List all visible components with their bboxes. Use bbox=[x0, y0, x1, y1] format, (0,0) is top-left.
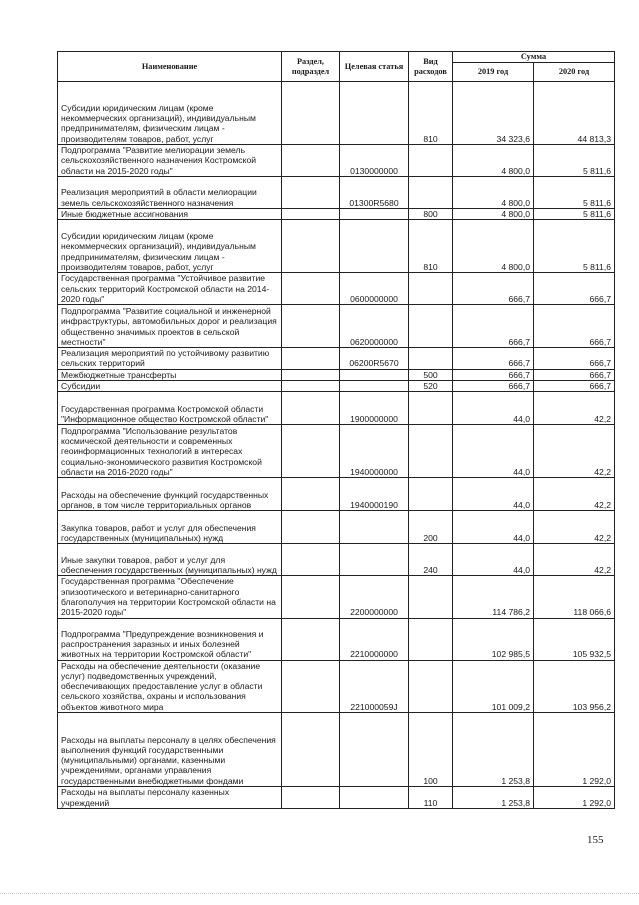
row-kind-cell: 810 bbox=[409, 220, 453, 273]
row-section-cell bbox=[282, 425, 340, 478]
row-sum-2019-cell: 1 253,8 bbox=[453, 787, 534, 809]
row-sum-2020-cell: 666,7 bbox=[534, 348, 615, 370]
row-target-cell: 221000059J bbox=[340, 660, 409, 712]
row-target-cell: 2200000000 bbox=[340, 576, 409, 618]
table-row bbox=[58, 348, 615, 370]
row-kind-cell: 100 bbox=[409, 713, 453, 787]
row-sum-2020-cell: 42,2 bbox=[534, 478, 615, 511]
table-row bbox=[58, 787, 615, 809]
row-target-cell: 1940000000 bbox=[340, 425, 409, 478]
row-target-cell bbox=[340, 381, 409, 392]
row-name-cell: Расходы на обеспечение деятельности (оказание услуг) подведомственных учреждений, обеспечивающих предоставление услуг в области сельского хозяйства, охраны и использования объектов животного мира bbox=[58, 660, 282, 712]
row-sum-2019-cell: 102 985,5 bbox=[453, 618, 534, 660]
row-sum-2020-cell: 666,7 bbox=[534, 381, 615, 392]
row-sum-2019-cell: 34 323,6 bbox=[453, 82, 534, 145]
table-row bbox=[58, 618, 615, 660]
row-sum-2020-cell: 44 813,3 bbox=[534, 82, 615, 145]
row-kind-cell: 240 bbox=[409, 544, 453, 576]
row-name-cell: Государственная программа Костромской области "Информационное общество Костромской области" bbox=[58, 392, 282, 425]
row-sum-2019-cell: 666,7 bbox=[453, 305, 534, 348]
row-kind-cell bbox=[409, 145, 453, 177]
row-section-cell bbox=[282, 576, 340, 618]
row-sum-2020-cell: 5 811,6 bbox=[534, 208, 615, 219]
table-row bbox=[58, 369, 615, 380]
row-sum-2020-cell: 105 932,5 bbox=[534, 618, 615, 660]
table-row bbox=[58, 478, 615, 511]
table-row bbox=[58, 176, 615, 208]
row-target-cell bbox=[340, 369, 409, 380]
row-sum-2019-cell: 114 786,2 bbox=[453, 576, 534, 618]
row-target-cell: 1900000000 bbox=[340, 392, 409, 425]
row-kind-cell bbox=[409, 176, 453, 208]
row-sum-2020-cell: 103 956,2 bbox=[534, 660, 615, 712]
row-section-cell bbox=[282, 176, 340, 208]
row-name-cell: Расходы на обеспечение функций государственных органов, в том числе территориальных органов bbox=[58, 478, 282, 511]
table-row bbox=[58, 220, 615, 273]
row-kind-cell bbox=[409, 576, 453, 618]
row-sum-2019-cell: 44,0 bbox=[453, 392, 534, 425]
row-sum-2019-cell: 666,7 bbox=[453, 381, 534, 392]
row-target-cell: 06200R5670 bbox=[340, 348, 409, 370]
row-target-cell bbox=[340, 713, 409, 787]
row-sum-2019-cell: 666,7 bbox=[453, 273, 534, 305]
row-section-cell bbox=[282, 82, 340, 145]
header-name: Наименование bbox=[58, 52, 282, 82]
row-section-cell bbox=[282, 273, 340, 305]
row-name-cell: Реализация мероприятий по устойчивому развитию сельских территорий bbox=[58, 348, 282, 370]
row-sum-2020-cell: 1 292,0 bbox=[534, 713, 615, 787]
row-name-cell: Расходы на выплаты персоналу казенных учреждений bbox=[58, 787, 282, 809]
row-target-cell: 0600000000 bbox=[340, 273, 409, 305]
table-row bbox=[58, 425, 615, 478]
header-year-2020: 2020 год bbox=[534, 63, 615, 82]
row-sum-2019-cell: 44,0 bbox=[453, 425, 534, 478]
row-sum-2020-cell: 42,2 bbox=[534, 425, 615, 478]
header-year-2019: 2019 год bbox=[453, 63, 534, 82]
row-kind-cell: 520 bbox=[409, 381, 453, 392]
row-kind-cell bbox=[409, 305, 453, 348]
row-target-cell: 2210000000 bbox=[340, 618, 409, 660]
row-kind-cell bbox=[409, 348, 453, 370]
row-kind-cell: 200 bbox=[409, 511, 453, 544]
table-row bbox=[58, 713, 615, 787]
table-body bbox=[58, 82, 615, 809]
row-section-cell bbox=[282, 381, 340, 392]
row-sum-2019-cell: 101 009,2 bbox=[453, 660, 534, 712]
budget-table bbox=[57, 51, 615, 809]
row-section-cell bbox=[282, 305, 340, 348]
header-sum: Сумма bbox=[453, 52, 615, 63]
row-target-cell bbox=[340, 220, 409, 273]
row-name-cell: Иные закупки товаров, работ и услуг для обеспечения государственных (муниципальных) нужд bbox=[58, 544, 282, 576]
row-name-cell: Подпрограмма "Развитие социальной и инженерной инфраструктуры, автомобильных дорог и реализация общественно значимых проектов в сельской местности" bbox=[58, 305, 282, 348]
row-kind-cell: 110 bbox=[409, 787, 453, 809]
row-section-cell bbox=[282, 511, 340, 544]
row-name-cell: Подпрограмма "Развитие мелиорации земель сельскохозяйственного назначения Костромской области на 2015-2020 годы" bbox=[58, 145, 282, 177]
row-target-cell bbox=[340, 544, 409, 576]
page-number: 155 bbox=[587, 834, 604, 846]
table-row bbox=[58, 305, 615, 348]
table-row bbox=[58, 392, 615, 425]
row-section-cell bbox=[282, 713, 340, 787]
row-name-cell: Межбюджетные трансферты bbox=[58, 369, 282, 380]
row-target-cell: 0130000000 bbox=[340, 145, 409, 177]
row-target-cell: 1940000190 bbox=[340, 478, 409, 511]
table-row bbox=[58, 145, 615, 177]
row-name-cell: Расходы на выплаты персоналу в целях обеспечения выполнения функций государственными (муниципальными) органами, казенными учреждениями, органами управления государственными внебюджетными фондами bbox=[58, 713, 282, 787]
row-sum-2020-cell: 666,7 bbox=[534, 273, 615, 305]
row-kind-cell: 800 bbox=[409, 208, 453, 219]
table-row bbox=[58, 660, 615, 712]
row-kind-cell bbox=[409, 425, 453, 478]
row-sum-2020-cell: 666,7 bbox=[534, 305, 615, 348]
row-sum-2020-cell: 42,2 bbox=[534, 544, 615, 576]
row-target-cell bbox=[340, 511, 409, 544]
row-sum-2019-cell: 44,0 bbox=[453, 478, 534, 511]
row-sum-2020-cell: 118 066,6 bbox=[534, 576, 615, 618]
row-section-cell bbox=[282, 208, 340, 219]
row-sum-2019-cell: 4 800,0 bbox=[453, 208, 534, 219]
row-sum-2019-cell: 4 800,0 bbox=[453, 176, 534, 208]
row-target-cell bbox=[340, 787, 409, 809]
row-kind-cell: 500 bbox=[409, 369, 453, 380]
row-sum-2019-cell: 1 253,8 bbox=[453, 713, 534, 787]
row-sum-2019-cell: 4 800,0 bbox=[453, 145, 534, 177]
header-target: Целевая статья bbox=[340, 52, 409, 82]
row-sum-2020-cell: 5 811,6 bbox=[534, 176, 615, 208]
row-kind-cell: 810 bbox=[409, 82, 453, 145]
table-header bbox=[58, 52, 615, 82]
row-sum-2019-cell: 666,7 bbox=[453, 348, 534, 370]
row-kind-cell bbox=[409, 478, 453, 511]
row-name-cell: Государственная программа "Обеспечение эпизоотического и ветеринарно-санитарного благополучия на территории Костромской области на 2015-2020 годы" bbox=[58, 576, 282, 618]
row-target-cell: 01300R5680 bbox=[340, 176, 409, 208]
table-row bbox=[58, 82, 615, 145]
row-sum-2020-cell: 42,2 bbox=[534, 392, 615, 425]
header-section: Раздел, подраздел bbox=[282, 52, 340, 82]
row-section-cell bbox=[282, 618, 340, 660]
row-kind-cell bbox=[409, 392, 453, 425]
row-section-cell bbox=[282, 787, 340, 809]
row-sum-2020-cell: 5 811,6 bbox=[534, 145, 615, 177]
table-row bbox=[58, 544, 615, 576]
row-sum-2020-cell: 666,7 bbox=[534, 369, 615, 380]
row-target-cell bbox=[340, 208, 409, 219]
row-sum-2019-cell: 44,0 bbox=[453, 511, 534, 544]
table-row bbox=[58, 381, 615, 392]
row-section-cell bbox=[282, 220, 340, 273]
row-sum-2019-cell: 666,7 bbox=[453, 369, 534, 380]
row-sum-2020-cell: 1 292,0 bbox=[534, 787, 615, 809]
table-row bbox=[58, 273, 615, 305]
row-sum-2020-cell: 42,2 bbox=[534, 511, 615, 544]
header-kind: Вид расходов bbox=[409, 52, 453, 82]
row-name-cell: Реализация мероприятий в области мелиорации земель сельскохозяйственного назначения bbox=[58, 176, 282, 208]
row-section-cell bbox=[282, 392, 340, 425]
row-section-cell bbox=[282, 660, 340, 712]
row-target-cell bbox=[340, 82, 409, 145]
row-section-cell bbox=[282, 478, 340, 511]
row-section-cell bbox=[282, 544, 340, 576]
row-name-cell: Субсидии юридическим лицам (кроме некоммерческих организаций), индивидуальным предпринимателям, физическим лицам - производителям товаров, работ, услуг bbox=[58, 82, 282, 145]
row-sum-2019-cell: 4 800,0 bbox=[453, 220, 534, 273]
row-name-cell: Иные бюджетные ассигнования bbox=[58, 208, 282, 219]
row-kind-cell bbox=[409, 618, 453, 660]
row-section-cell bbox=[282, 369, 340, 380]
row-name-cell: Субсидии bbox=[58, 381, 282, 392]
row-section-cell bbox=[282, 348, 340, 370]
row-name-cell: Государственная программа "Устойчивое развитие сельских территорий Костромской области на 2014-2020 годы" bbox=[58, 273, 282, 305]
table-row bbox=[58, 208, 615, 219]
row-name-cell: Закупка товаров, работ и услуг для обеспечения государственных (муниципальных) нужд bbox=[58, 511, 282, 544]
row-name-cell: Подпрограмма "Предупреждение возникновения и распространения заразных и иных болезней животных на территории Костромской области" bbox=[58, 618, 282, 660]
row-name-cell: Субсидии юридическим лицам (кроме некоммерческих организаций), индивидуальным предпринимателям, физическим лицам - производителям товаров, работ, услуг bbox=[58, 220, 282, 273]
row-kind-cell bbox=[409, 660, 453, 712]
table-row bbox=[58, 576, 615, 618]
table-row bbox=[58, 511, 615, 544]
row-kind-cell bbox=[409, 273, 453, 305]
row-name-cell: Подпрограмма "Использование результатов космической деятельности и современных геоинформационных технологий в интересах социально-экономического развития Костромской области на 2016-2020 годы" bbox=[58, 425, 282, 478]
row-section-cell bbox=[282, 145, 340, 177]
row-sum-2020-cell: 5 811,6 bbox=[534, 220, 615, 273]
row-target-cell: 0620000000 bbox=[340, 305, 409, 348]
scan-edge-line bbox=[0, 893, 639, 895]
row-sum-2019-cell: 44,0 bbox=[453, 544, 534, 576]
